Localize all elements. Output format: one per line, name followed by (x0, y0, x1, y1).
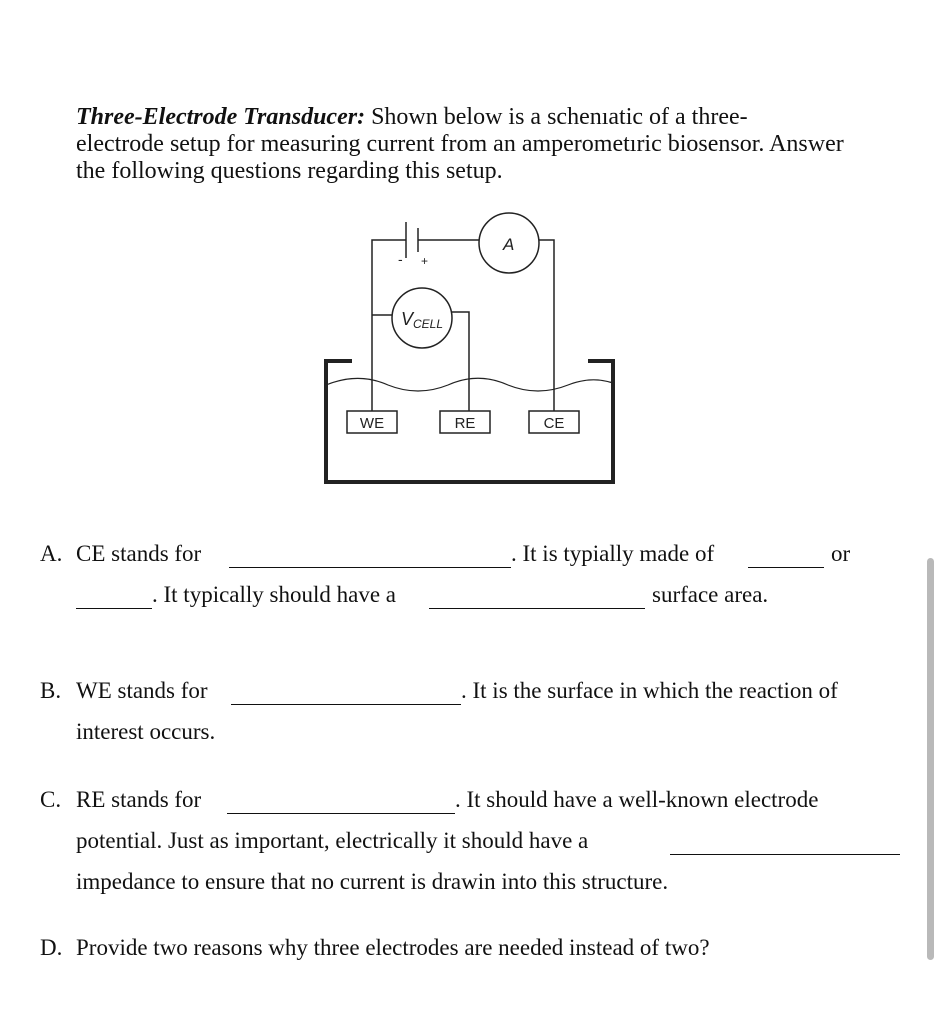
we-electrode-label: WE (359, 415, 385, 432)
three-electrode-schematic (318, 208, 624, 492)
answer-blank-a1[interactable] (229, 547, 511, 568)
answer-blank-c1[interactable] (227, 793, 455, 814)
question-a-letter: A. (40, 541, 63, 566)
vertical-scrollbar[interactable] (927, 558, 934, 960)
question-c-text-1: RE stands for (76, 787, 202, 812)
question-d-line-1 (40, 935, 710, 961)
answer-blank-a2[interactable] (748, 547, 824, 568)
answer-blank-b1[interactable] (231, 684, 461, 705)
question-c-text-4: impedance to ensure that no current is drawin into this structure. (76, 869, 669, 894)
question-a-text-2: . It is typially made of (511, 541, 715, 566)
question-c-text-2: . It should have a well-known electrode (455, 787, 819, 812)
question-d-letter: D. (40, 935, 63, 960)
battery-plus-sign: + (421, 254, 429, 268)
vcell-main: V (401, 309, 414, 329)
question-a-text-3: or (831, 541, 851, 566)
question-a-text-1: CE stands for (76, 541, 202, 566)
ammeter-label: A (503, 235, 515, 254)
question-a-text-4: . It typically should have a (152, 582, 396, 607)
wire-vcell-to-re (452, 312, 469, 413)
question-b-line-1 (40, 678, 208, 704)
question-d-text: Provide two reasons why three electrodes are needed instead of two? (76, 935, 710, 960)
question-b-text-2: . It is the surface in which the reaction of (461, 678, 838, 703)
ce-electrode-label: CE (543, 415, 565, 432)
intro-line-1-text: Shown below is a schenıatic of a three- (365, 104, 748, 130)
question-a-text-5: surface area. (652, 582, 769, 607)
intro-line-3: the following questions regarding this setup. (76, 158, 503, 184)
answer-blank-a4[interactable] (429, 588, 645, 609)
intro-paragraph (76, 104, 926, 185)
question-b-text-3: interest occurs. (76, 719, 216, 744)
answer-blank-c2[interactable] (670, 834, 900, 855)
question-c-letter: C. (40, 787, 62, 812)
re-electrode-label: RE (454, 415, 476, 432)
vcell-subscript: CELL (413, 317, 444, 331)
question-a-line-1 (40, 541, 202, 567)
section-title: Three-Electrode Transducer: (76, 104, 366, 130)
question-b-letter: B. (40, 678, 62, 703)
question-b-text-1: WE stands for (76, 678, 208, 703)
intro-line-2: electrode setup for measuring current from an amperometıric biosensor. Answer (76, 131, 844, 157)
answer-blank-a3[interactable] (76, 588, 152, 609)
wire-ammeter-to-ce (539, 240, 554, 413)
question-c-line-1 (40, 787, 202, 813)
intro-line-1 (76, 104, 926, 131)
battery-minus-sign: - (398, 251, 403, 267)
question-c-text-3: potential. Just as important, electrically it should have a (76, 828, 589, 853)
